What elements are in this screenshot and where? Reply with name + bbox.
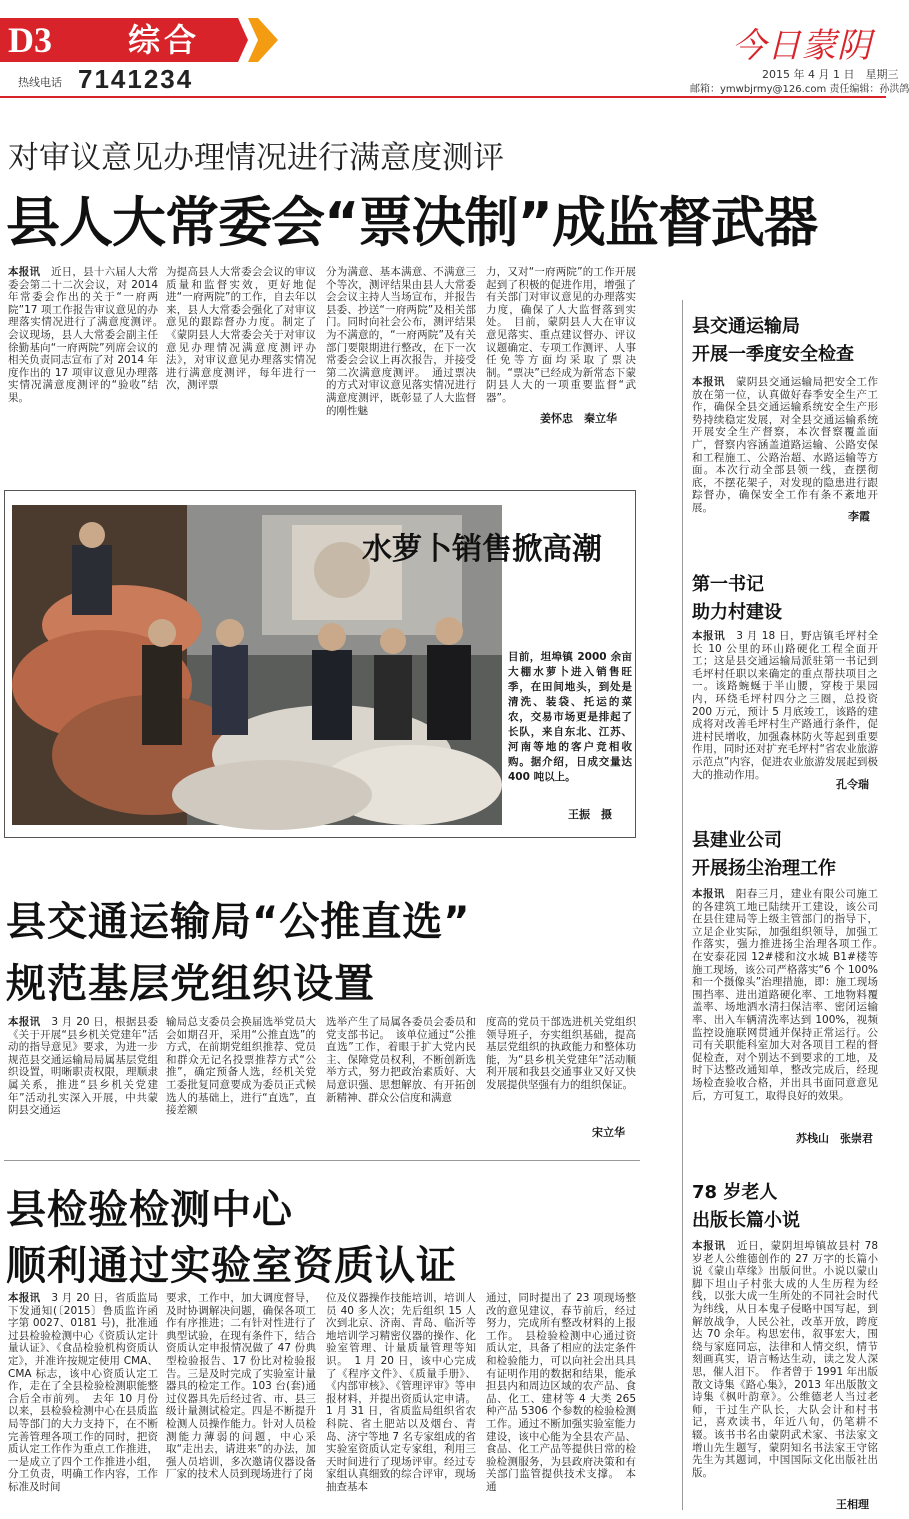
- story-two-column-4: 度高的党员干部选进机关党组织领导班子，夯实组织基础，提高基层党组织的执政能力和整体功能，为“县乡机关党建年”活动顺利开展和我县交通事业又好又快发展提供坚强有力的组织保证。: [486, 1016, 636, 1091]
- story-three-column-1: 本报讯 3 月 20 日，省质监局下发通知(〔2015〕鲁质监许函字第 0027、0181 号)，批准通过县检验检测中心《资质认定计量认证》、《食品检验机构资质认定》，并准许按规定使用 CMA、CMA 标志，该中心资质认定工作，走在了全县检验检测职能整合后全市前列。 去年 10 月份以来，县检验检测中心在县质监局等部门的大力支持下，在不断完善管理各项工作的同时，把资质认定工作作为重点工作推进，一是成立了四个工作推进小组，分工负责，明确工作内容，工作标准及时间: [8, 1292, 159, 1493]
- sidebar-2-lead: 本报讯: [692, 630, 726, 642]
- sidebar-4-title-1: 78 岁老人: [692, 1182, 778, 1203]
- section-code: D3: [8, 20, 52, 60]
- header-rule: [0, 96, 886, 98]
- sidebar-4-title-2: 出版长篇小说: [692, 1210, 800, 1231]
- story-two-column-1: 本报讯 3 月 20 日，根据县委《关于开展“县乡机关党建年”活动的指导意见》要求，为进一步规范县交通运输局局属基层党组织设置，明晰职责权限，理顺隶属关系，推进“县乡机关党建年”活动扎实深入开展，中共蒙阴县交通运: [8, 1016, 159, 1117]
- sidebar-3-title-1: 县建业公司: [692, 830, 782, 851]
- issue-date: 2015 年 4 月 1 日 星期三: [762, 68, 899, 81]
- lead-kicker: 对审议意见办理情况进行满意度测评: [8, 140, 504, 176]
- story-three-column-3: 位及仪器操作技能培训，培训人员 40 多人次；先后组织 15 人次到北京、济南、青岛、临沂等地培训学习精密仪器的操作、化验室管理、计量质量管理等知识。 1 月 20 日，该中心完成了《程序文件》、《质量手册》、《内部审核》、《管理评审》等申报材料，并提出资质认定申请。1 月 31 日，省质监局组织省农科院、省土肥站以及烟台、青岛、济宁等地 7 名专家组成的省实验室资质认定专家组，利用三天时间进行了现场评审。经过专家组认真细致的综合评审，现场抽查基本: [326, 1292, 476, 1493]
- sidebar-rule: [682, 300, 683, 1510]
- story-two-lead: 本报讯: [8, 1016, 41, 1028]
- story-two-headline-1: 县交通运输局“公推直选”: [6, 899, 471, 945]
- sidebar-2-byline: 孔令瑞: [836, 778, 869, 791]
- sidebar-1-title-2: 开展一季度安全检查: [692, 344, 854, 365]
- masthead-logo: 今日蒙阴: [732, 26, 872, 66]
- sidebar-2-title-1: 第一书记: [692, 574, 764, 595]
- lead-column-2: 为提高县人大常委会会议的审议质量和监督实效，更好地促进“一府两院”的工作，自去年以来，县人大常委会强化了对审议意见的跟踪督办力度。制定了《蒙阴县人大常委会关于对审议意见办理情况满意度测评办法》，对审议意见办理落实情况进行满意度测评，每年进行一次，测评票: [166, 266, 316, 392]
- photo-caption: 目前，坦埠镇 2000 余亩大棚水萝卜进入销售旺季，在田间地头，到处是清洗、装袋、托运的菜农，交易市场更是排起了长队，来自东北、江苏、河南等地的客户竞相收购。据介绍，日成交量达 400 吨以上。: [508, 651, 632, 783]
- sidebar-3-title-2: 开展扬尘治理工作: [692, 858, 836, 879]
- lead-column-1: 本报讯 近日，县十六届人大常委会第二十二次会议，对 2014 年常委会作出的关于“一府两院”17 项工作报告审议意见的办理落实情况进行了满意度测评。 会议现场，县人大常委会副主任徐勤基向“一府两院”列席会议的相关负责同志宣布了对 2014 年度作出的 17 项审议意见办理落实情况满意度测评的“验收”结果。: [8, 266, 169, 404]
- hotline-label: 热线电话: [18, 76, 62, 89]
- lead-column-3: 分为满意、基本满意、不满意三个等次，测评结果由县人大常委会会议主持人当场宣布，并报告县委、抄送“一府两院”及相关部门。同时向社会公布，测评结果为不满意的，“一府两院”及有关部门要限期进行整改，在下一次常委会会议上再次报告，并接受第二次满意度测评。 通过票决的方式对审议意见落实情况进行满意度测评，既彰显了人大监督的刚性魅: [326, 266, 476, 417]
- sidebar-1-lead: 本报讯: [692, 376, 725, 388]
- sidebar-1-text: 本报讯 蒙阴县交通运输局把安全工作放在第一位，认真做好春季安全生产工作，确保全县交通运输系统安全生产形势持续稳定发展，对全县交通运输系统开展安全生产督察，本次督察覆盖面广，督察内容涵盖道路运输、公路安保和工程施工、公路治超、水路运输等方面。本次行动全部县领一线，查摆彻底，不摆花架子，对发现的隐患进行跟踪督办，确保安全工作有条不紊地开展。: [692, 376, 878, 514]
- story-three-column-2: 要求，工作中，加大调度督导，及时协调解决问题，确保各项工作有序推进；二有针对性进行了典型试验，在现有条件下，结合资质认定申报情况做了 47 份典型检验报告、17 份比对检验报告。三是及时完成了实验室计量器具的检定工作。103 台(套)通过仪器具先后经过省、市、县三级计量测试检定。四是不断提升检测人员操作能力。针对人员检测能力薄弱的问题，中心采取“走出去，请进来”的办法，加强人员培训，多次邀请仪器设备厂家的技术人员到现场进行了岗: [166, 1292, 316, 1481]
- photo-title: 水萝卜销售掀高潮: [362, 532, 602, 567]
- lead-story-lead: 本报讯: [8, 266, 41, 278]
- section-divider: [4, 1160, 640, 1161]
- section-name: 综合: [128, 21, 201, 59]
- sidebar-4-byline: 王相理: [836, 1498, 869, 1511]
- story-three-column-4: 通过，同时提出了 23 项现场整改的意见建议，春节前后，经过努力，完成所有整改材料的上报工作。 县检验检测中心通过资质认定，具备了相应的法定条件和检验能力，可以向社会出具具有证明作用的数据和结果，能承担县内和周边区域的农产品、食品、化工、建材等 4 大类 265 种产品 5306 个参数的检验检测工作。通过不断加强实验室能力建设，该中心能为全县农产品、食品、化工产品等提供日常的检验检测服务，为县政府决策和有关部门监管提供技术支撑。 本通: [486, 1292, 636, 1493]
- lead-column-4: 力，又对“一府两院”的工作开展起到了积极的促进作用，增强了有关部门对审议意见的办理落实力度，确保了人大监督落到实处。 目前，蒙阴县人大在审议意见落实、重点建议督办、评议议题确定、专项工作测评、人事任免等方面均采取了票决制。“票决”已经成为新常态下蒙阴县人大的一项重要监督“武器”。: [486, 266, 636, 404]
- sidebar-4-lead: 本报讯: [692, 1240, 726, 1252]
- section-banner-arrow: [248, 18, 278, 62]
- story-two-column-3: 选举产生了局属各委员会委员和党支部书记。 该单位通过“公推直选”工作，着眼于扩大党内民主、保障党员权利，不断创新选举方式，努力把政治素质好、大局意识强、思想解放、有开拓创新精神、群众公信度和满意: [326, 1016, 476, 1104]
- sidebar-2-title-2: 助力村建设: [692, 602, 782, 623]
- story-two-headline-2: 规范基层党组织设置: [6, 961, 375, 1007]
- story-three-lead: 本报讯: [8, 1292, 41, 1304]
- sidebar-1-title-1: 县交通运输局: [692, 316, 800, 337]
- sidebar-1-byline: 李霞: [848, 510, 870, 523]
- story-two-column-2: 输局总支委员会换届选举党员大会如期召开，采用“公推直选”的方式，在前期党组织推荐、党员和群众无记名投票推荐方式“公推”，确定预备人选，经机关党工委批复同意要成为委员正式候选人的基础上，进行“直选”，直接差额: [166, 1016, 316, 1117]
- lead-headline: 县人大常委会“票决制”成监督武器: [6, 191, 817, 254]
- lead-byline: 姜怀忠 秦立华: [540, 412, 617, 425]
- story-two-byline: 宋立华: [592, 1126, 625, 1139]
- hotline-number: 7141234: [78, 64, 194, 94]
- issue-mail: 邮箱：ymwbjrmy@126.com 责任编辑：孙洪鸽: [690, 84, 909, 95]
- sidebar-3-text: 本报讯 阳春三月，建业有限公司施工的各建筑工地已陆续开工建设，该公司在县住建局等上级主管部门的指导下，立足企业实际，加强组织领导，加强工作落实，强力推进扬尘治理各项工作。 在安泰花园 12#楼和汶水城 B1#楼等施工现场，该公司严格落实“6 个 100%和一个摄像头”治理措施，即：施工现场围挡率、进出道路硬化率、工地物料覆盖率、场地洒水清扫保洁率、密闭运输率、出入车辆清洗率达到 100%，视频监控设施联网贯通并保持正常运行。公司有关职能科室加大对各项目工程的督促检查，对个别达不到要求的工地，及时下达整改通知单，整改完成后，经现场检查验收合格，并出具书面同意意见后，方可复工，取得良好的效果。: [692, 888, 889, 1102]
- story-three-headline-2: 顺利通过实验室资质认证: [6, 1243, 457, 1289]
- sidebar-3-lead: 本报讯: [692, 888, 725, 900]
- sidebar-4-text: 本报讯 近日，蒙阴坦埠镇故县村 78 岁老人公维德创作的 27 万字的长篇小说《蒙山草缘》出版问世。小说以蒙山脚下坦山子村张大成的人生历程为经线，以张大成一生所处的不同社会时代为纬线，从日本鬼子侵略中国写起，到解放战争，人民公社，改革开放，跨度达 70 余年。构思宏伟，叙事宏大，围绕与家庭同忘，法律和人情交织，情节刻画真实，语言畅达生动，读之发人深思，催人泪下。 作者曾于 1991 年出版散文诗集《路心集》，2013 年出版散文诗集《枫叶韵章》。公维德老人当过老师，干过生产队长，大队会计和村书记，喜欢读书，年近八旬，仍笔耕不辍。该书书名由蒙阴武术家、书法家文增山先生题写，蒙阴知名书法家王守铭先生为其题词，中国国际文化出版社出版。: [692, 1240, 879, 1479]
- sidebar-2-text: 本报讯 3 月 18 日，野店镇毛坪村全长 10 公里的环山路硬化工程全面开工；这是县交通运输局派驻第一书记到毛坪村任职以来确定的重点帮扶项目之一。该路蜿蜒于半山腰，穿梭于果园内，环绕毛坪村四分之三圈，总投资 200 万元，预计 5 月底竣工，该路的建成将对改善毛坪村生产路通行条件，促进村民增收，加强森林防火等起到重要作用，同时还对扩充毛坪村“省农业旅游示范点”内容，促进农业旅游发展起到极大的推动作用。: [692, 630, 879, 781]
- story-three-headline-1: 县检验检测中心: [6, 1187, 293, 1233]
- sidebar-3-byline: 苏栈山 张崇君: [796, 1132, 873, 1145]
- photo-credit: 王振 摄: [568, 808, 612, 821]
